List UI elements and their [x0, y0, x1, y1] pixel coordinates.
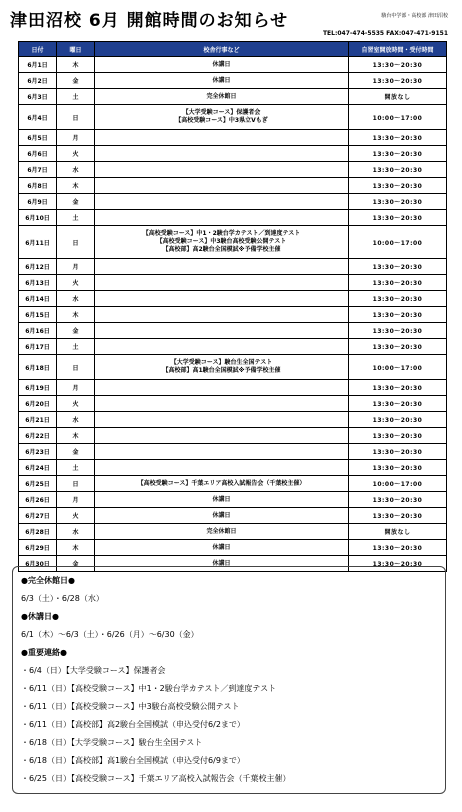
event-line: 休講日	[212, 495, 231, 503]
table-row	[19, 339, 447, 355]
table-row	[19, 73, 447, 89]
date-cell: 6月6日	[19, 146, 57, 162]
event-cell	[95, 73, 349, 89]
date-cell: 6月24日	[19, 460, 57, 476]
important-item: ・6/18（日）【大学受験コース】駿台生全国テスト	[21, 738, 203, 747]
important-item: ・6/11（日）【高校部】高2駿台全国模試（申込受付6/2まで）	[21, 720, 245, 729]
contact-info: TEL:047-474-5535 FAX:047-471-9151	[322, 30, 448, 37]
holiday-dates: 6/1（木）〜6/3（土）・6/26（月）〜6/30（金）	[21, 630, 199, 639]
table-row	[19, 380, 447, 396]
event-line: 休講日	[212, 543, 231, 551]
organization-name: 駿台中学部・高校部 津田沼校	[381, 13, 448, 19]
table-row	[19, 162, 447, 178]
table-row	[19, 89, 447, 105]
date-cell: 6月25日	[19, 476, 57, 492]
important-item: ・6/11（日）【高校受験コース】中1・2駿台学カテスト／到達度テスト	[21, 684, 277, 693]
day-cell: 木	[57, 178, 95, 194]
date-cell: 6月11日	[19, 226, 57, 259]
table-row	[19, 460, 447, 476]
date-cell: 6月1日	[19, 57, 57, 73]
event-cell	[95, 307, 349, 323]
hours-cell: 13:30〜20:30	[349, 339, 447, 355]
hours-cell: 13:30〜20:30	[349, 130, 447, 146]
table-row	[19, 396, 447, 412]
event-cell	[95, 89, 349, 105]
table-row	[19, 355, 447, 380]
notes-box	[12, 566, 446, 794]
date-cell: 6月28日	[19, 524, 57, 540]
day-cell: 月	[57, 380, 95, 396]
event-line: 休講日	[212, 76, 231, 84]
event-cell	[95, 210, 349, 226]
table-row	[19, 57, 447, 73]
day-cell: 木	[57, 540, 95, 556]
day-cell: 金	[57, 194, 95, 210]
day-cell: 水	[57, 524, 95, 540]
table-row	[19, 412, 447, 428]
date-cell: 6月16日	[19, 323, 57, 339]
event-cell	[95, 275, 349, 291]
table-row	[19, 105, 447, 130]
event-cell	[95, 428, 349, 444]
event-line: 【大学受験コース】駿台生全国テスト	[170, 359, 273, 366]
page-title: 津田沼校 6月 開館時間のお知らせ	[10, 11, 289, 31]
date-cell: 6月19日	[19, 380, 57, 396]
day-cell: 月	[57, 492, 95, 508]
date-cell: 6月27日	[19, 508, 57, 524]
day-cell: 土	[57, 210, 95, 226]
day-cell: 金	[57, 444, 95, 460]
event-line: 【高校受験コース】中3駿台高校受験公開テスト	[156, 238, 287, 245]
hours-cell: 13:30〜20:30	[349, 291, 447, 307]
table-row	[19, 226, 447, 259]
date-cell: 6月13日	[19, 275, 57, 291]
schedule-header-row	[19, 42, 447, 57]
date-cell: 6月2日	[19, 73, 57, 89]
event-cell	[95, 540, 349, 556]
day-cell: 金	[57, 73, 95, 89]
event-line: 【大学受験コース】保護者会	[182, 109, 261, 116]
hours-cell: 13:30〜20:30	[349, 380, 447, 396]
column-header-date: 日付	[19, 42, 57, 57]
date-cell: 6月10日	[19, 210, 57, 226]
event-cell	[95, 444, 349, 460]
day-cell: 火	[57, 275, 95, 291]
event-cell	[95, 476, 349, 492]
column-header-event: 校舎行事など	[95, 42, 349, 57]
event-cell	[95, 57, 349, 73]
day-cell: 月	[57, 259, 95, 275]
hours-cell: 13:30〜20:30	[349, 210, 447, 226]
hours-cell: 13:30〜20:30	[349, 259, 447, 275]
date-cell: 6月21日	[19, 412, 57, 428]
hours-cell: 13:30〜20:30	[349, 444, 447, 460]
event-cell	[95, 105, 349, 130]
event-cell	[95, 146, 349, 162]
hours-cell: 13:30〜20:30	[349, 540, 447, 556]
date-cell: 6月23日	[19, 444, 57, 460]
day-cell: 火	[57, 146, 95, 162]
hours-cell: 13:30〜20:30	[349, 556, 447, 572]
day-cell: 木	[57, 307, 95, 323]
schedule-body	[19, 57, 447, 572]
day-cell: 木	[57, 57, 95, 73]
holiday-heading: ●休講日●	[21, 612, 59, 621]
event-line: 休講日	[212, 559, 231, 567]
hours-cell: 10:00〜17:00	[349, 226, 447, 259]
date-cell: 6月22日	[19, 428, 57, 444]
closed-heading: ●完全休館日●	[21, 576, 75, 585]
hours-cell: 開放なし	[349, 524, 447, 540]
date-cell: 6月14日	[19, 291, 57, 307]
event-cell	[95, 323, 349, 339]
event-line: 【高校部】高1駿台全国模試※予備学校主催	[162, 367, 281, 374]
table-row	[19, 146, 447, 162]
day-cell: 土	[57, 89, 95, 105]
important-item: ・6/18（日）【高校部】高1駿台全国模試（申込受付6/9まで）	[21, 756, 245, 765]
column-header-day: 曜日	[57, 42, 95, 57]
hours-cell: 13:30〜20:30	[349, 460, 447, 476]
table-row	[19, 508, 447, 524]
hours-cell: 13:30〜20:30	[349, 492, 447, 508]
date-cell: 6月5日	[19, 130, 57, 146]
table-row	[19, 130, 447, 146]
table-row	[19, 210, 447, 226]
day-cell: 火	[57, 396, 95, 412]
table-row	[19, 540, 447, 556]
date-cell: 6月30日	[19, 556, 57, 572]
closed-dates: 6/3（土）・6/28（水）	[21, 594, 104, 603]
important-item: ・6/4（日）【大学受験コース】保護者会	[21, 666, 166, 675]
date-cell: 6月20日	[19, 396, 57, 412]
day-cell: 水	[57, 162, 95, 178]
day-cell: 土	[57, 460, 95, 476]
hours-cell: 13:30〜20:30	[349, 275, 447, 291]
event-cell	[95, 524, 349, 540]
table-row	[19, 194, 447, 210]
day-cell: 日	[57, 355, 95, 380]
day-cell: 日	[57, 226, 95, 259]
date-cell: 6月26日	[19, 492, 57, 508]
event-cell	[95, 508, 349, 524]
day-cell: 水	[57, 291, 95, 307]
date-cell: 6月7日	[19, 162, 57, 178]
event-line: 【高校受験コース】中3県立Vもぎ	[175, 117, 268, 124]
table-row	[19, 524, 447, 540]
event-cell	[95, 178, 349, 194]
table-row	[19, 476, 447, 492]
day-cell: 日	[57, 476, 95, 492]
table-row	[19, 323, 447, 339]
hours-cell: 13:30〜20:30	[349, 307, 447, 323]
event-line: 【高校部】高2駿台全国模試※予備学校主催	[162, 246, 281, 253]
important-item: ・6/25（日）【高校受験コース】千葉エリア高校入試報告会（千葉校主催）	[21, 774, 291, 783]
event-cell	[95, 355, 349, 380]
table-row	[19, 275, 447, 291]
table-row	[19, 444, 447, 460]
important-item: ・6/11（日）【高校受験コース】中3駿台高校受験公開テスト	[21, 702, 240, 711]
date-cell: 6月4日	[19, 105, 57, 130]
hours-cell: 13:30〜20:30	[349, 146, 447, 162]
hours-cell: 10:00〜17:00	[349, 105, 447, 130]
date-cell: 6月15日	[19, 307, 57, 323]
event-cell	[95, 162, 349, 178]
schedule-table	[18, 41, 447, 572]
event-line: 【高校受験コース】中1・2駿台学カテスト／到達度テスト	[142, 230, 301, 237]
event-cell	[95, 492, 349, 508]
table-row	[19, 259, 447, 275]
hours-cell: 13:30〜20:30	[349, 396, 447, 412]
event-line: 休講日	[212, 60, 231, 68]
hours-cell: 13:30〜20:30	[349, 162, 447, 178]
date-cell: 6月17日	[19, 339, 57, 355]
hours-cell: 13:30〜20:30	[349, 323, 447, 339]
table-row	[19, 492, 447, 508]
hours-cell: 13:30〜20:30	[349, 412, 447, 428]
event-cell	[95, 291, 349, 307]
table-row	[19, 428, 447, 444]
date-cell: 6月29日	[19, 540, 57, 556]
date-cell: 6月18日	[19, 355, 57, 380]
event-cell	[95, 396, 349, 412]
event-cell	[95, 130, 349, 146]
hours-cell: 開放なし	[349, 89, 447, 105]
event-cell	[95, 460, 349, 476]
day-cell: 日	[57, 105, 95, 130]
table-row	[19, 291, 447, 307]
date-cell: 6月8日	[19, 178, 57, 194]
day-cell: 土	[57, 339, 95, 355]
table-row	[19, 178, 447, 194]
event-cell	[95, 412, 349, 428]
day-cell: 火	[57, 508, 95, 524]
day-cell: 水	[57, 412, 95, 428]
day-cell: 金	[57, 556, 95, 572]
column-header-hours: 自習室開放時間・受付時間	[349, 42, 447, 57]
day-cell: 金	[57, 323, 95, 339]
hours-cell: 13:30〜20:30	[349, 194, 447, 210]
event-cell	[95, 380, 349, 396]
day-cell: 月	[57, 130, 95, 146]
hours-cell: 13:30〜20:30	[349, 178, 447, 194]
day-cell: 木	[57, 428, 95, 444]
important-heading: ●重要連絡●	[21, 648, 67, 657]
hours-cell: 13:30〜20:30	[349, 428, 447, 444]
event-line: 【高校受験コース】千葉エリア高校入試報告会（千葉校主催）	[137, 479, 306, 487]
hours-cell: 10:00〜17:00	[349, 476, 447, 492]
event-cell	[95, 194, 349, 210]
event-cell	[95, 339, 349, 355]
event-line: 完全休館日	[206, 527, 237, 535]
date-cell: 6月12日	[19, 259, 57, 275]
event-line: 休講日	[212, 511, 231, 519]
hours-cell: 10:00〜17:00	[349, 355, 447, 380]
event-line: 完全休館日	[206, 92, 237, 100]
hours-cell: 13:30〜20:30	[349, 508, 447, 524]
event-cell	[95, 226, 349, 259]
table-row	[19, 307, 447, 323]
hours-cell: 13:30〜20:30	[349, 57, 447, 73]
date-cell: 6月9日	[19, 194, 57, 210]
date-cell: 6月3日	[19, 89, 57, 105]
event-cell	[95, 259, 349, 275]
hours-cell: 13:30〜20:30	[349, 73, 447, 89]
